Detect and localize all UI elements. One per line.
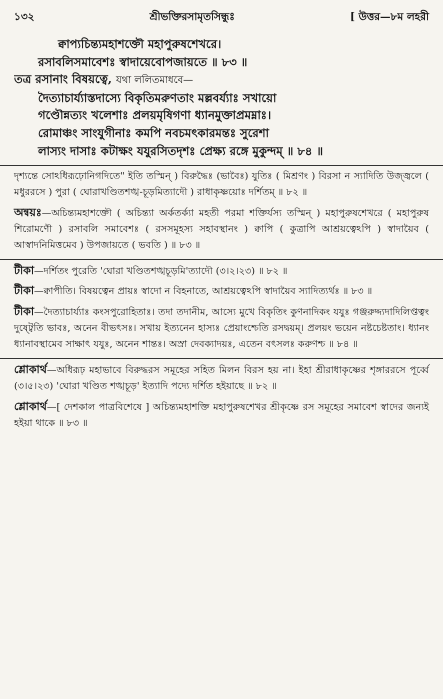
commentary-paragraph: দৃশ্যন্তে সোঽধিরূঢ়োনিগদিতে" ইতি তস্মিন্ ) বিরুদ্ধৈঃ (ভাবৈঃ) যুতিঃ ( মিশ্রণং ) বিরসা ন স্যাদিতি উজ্জ্বলে ( মধুররসে ) পুরা ( ঘোরাখণ্ডিতশঙ্খ-চূড়মিত্যাদৌ ) রাধাকৃষ্ণয়োঃ দর্শিতম্ ॥ ৮২ ॥ — [14, 171, 429, 199]
divider — [0, 259, 443, 260]
book-title: শ্রীভক্তিরসামৃতসিন্ধুঃ — [149, 11, 235, 23]
verse-line: রসাবলিসমাবেশঃ স্বাদায়েবোপজায়তে ॥ ৮৩ ॥ — [38, 54, 248, 69]
tika-paragraph — [14, 283, 429, 300]
tika-paragraph — [14, 304, 429, 354]
tika-paragraph — [14, 263, 429, 280]
verse-line: দৈত্যাচার্য্যাস্তদাস্যে বিকৃতিমরুণতাং মল্লবর্য্যাঃ সখায়ো — [38, 90, 277, 105]
tika-label: টীকা — [14, 284, 35, 298]
verse-line: রোমাঞ্চং সাংযুগীনাঃ কমপি নবচমৎকারমন্তঃ সুরেশা — [38, 125, 269, 140]
tika-text: —দৈত্যাচার্য্যাঃ কংসপুরোহিতাঃ। তদা তদানীম, আস্যে মুখে বিকৃতিং কুণনাদিকং যযুঃ গঞ্জরুদ্দ্যদাদিলিপ্তত্বং দুষ্ট্বেতি ভাবঃ, অনেন বীভৎসঃ। সখায় ইত্যনেন হাস্যঃ প্রেয়াংশ্চেতি রসদ্বয়ম্। প্রলয়ং ভয়েন নষ্টচেষ্টতাং। ধ্যানং ধ্যানাবস্থামেব সাক্ষাৎ যযুঃ, অনেন শান্তঃ। অস্রা দেবক্যাদয়ঃ, এতেন বৎসলঃ করুণশ্চ ॥ ৮৪ ॥ — [14, 306, 429, 350]
verse-line: গণ্ডৌন্নত্যং খলেশাঃ প্রলয়মৃষিগণা ধ্যানমুক্তাপ্রমম্নাঃ। — [38, 108, 272, 123]
verse-block — [14, 36, 429, 160]
verse-intro-label: তত্র রসানাং বিষয়ত্বে, — [14, 72, 112, 87]
anvaya-label: অন্বয়ঃ — [14, 205, 42, 219]
page-header — [14, 10, 429, 32]
page-number: ১৩২ — [14, 11, 35, 23]
tika-text: —ক্বাপীতি। বিষয়ত্বেন প্রায়ঃ স্বাদো ন বিহনাতে, আশ্রয়ত্বেঽপি স্বাদায়ৈব স্যাদিত্যর্থঃ ॥ ৮৩ ॥ — [34, 286, 373, 298]
tika-label: টীকা — [14, 264, 35, 278]
sloka-text: —[ দেশকাল পাত্রবিশেষে ] অচিন্ত্যমহাশক্তি মহাপুরুষশেখর শ্রীকৃষ্ণে রস সমূহের সমাবেশ স্বাদের জন্যই হইয়া থাকে ॥ ৮৩ ॥ — [14, 401, 429, 429]
section-label: [ উত্তর—৮ম লহরী — [349, 11, 429, 23]
divider — [0, 165, 443, 166]
sloka-label: শ্লোকার্থ — [14, 363, 47, 377]
divider — [0, 358, 443, 359]
anvaya-text: —অচিন্ত্যমহাশক্তৌ ( অচিন্ত্যা অর্কতর্ক্যা মহতী পরমা শক্তির্যস্য তস্মিন্ ) মহাপুরুষশেখরে ( মহাপুরুষ শিরোমণৌ ) রসাবলি সমাবেশঃ ( রসসমূহস্য সহাবস্থানং ) ক্বাপি ( কুত্রাপি আশ্রয়ত্বেঽপি ) স্বাদায়ৈব ( আস্বাদনিমিত্তমেব ) উপজায়তে ( ভবতি ) ॥ ৮৩ ॥ — [14, 207, 429, 251]
tika-label: টীকা — [14, 304, 35, 318]
translation-paragraph — [14, 362, 429, 395]
verse-intro-text: যথা ললিতমাধবে— — [115, 75, 194, 87]
verse-intro — [14, 71, 429, 90]
translation-paragraph — [14, 399, 429, 432]
sloka-label: শ্লোকার্থ — [14, 399, 47, 413]
verse-line: লাস্যং দাসাঃ কটাক্ষং যযুরসিতদৃশঃ প্রেক্ষ্য রঙ্গে মুকুন্দম্ ॥ ৮৪ ॥ — [38, 143, 323, 158]
anvaya-paragraph — [14, 205, 429, 255]
tika-text: —দর্শিতং পুরেতি 'ঘোরা খণ্ডিতশঙ্খচূড়মি'ত্যাদৌ (৩।২।২৩) ॥ ৮২ ॥ — [34, 266, 288, 278]
verse-line: ক্বাপ্যচিন্ত্যমহাশক্তৌ মহাপুরুষশেখরে। — [58, 37, 222, 51]
sloka-text: —অধিরূঢ় মহাভাবে বিরুদ্ধরস সমূহের সহিত মিলন বিরস হয় না। ইহা শ্রীরাধাকৃষ্ণের শৃঙ্গাররসে পূর্ব্বে (৩।৫।২৩) 'ঘোরা খণ্ডিত শঙ্খচূড়' ইত্যাদি পদ্যে দর্শিত হইয়াছে ॥ ৮২ ॥ — [14, 365, 429, 393]
